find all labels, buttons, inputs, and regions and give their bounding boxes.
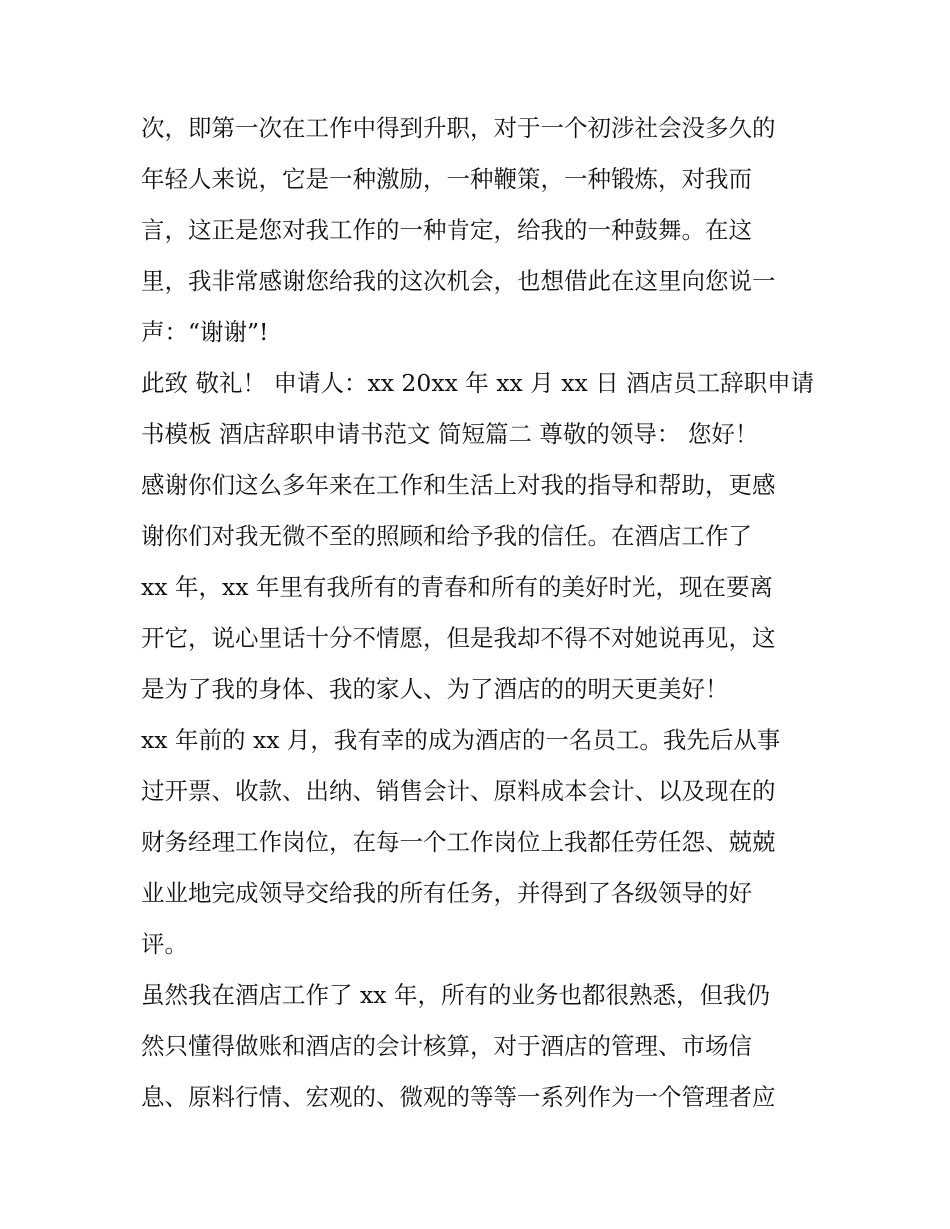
text-line: 评。: [141, 930, 188, 958]
text-line: xx 年，xx 年里有我所有的青春和所有的美好时光，现在要离: [141, 573, 773, 601]
text-line: 财务经理工作岗位，在每一个工作岗位上我都任劳任怨、兢兢: [141, 828, 776, 856]
text-line: 业业地完成领导交给我的所有任务，并得到了各级领导的好: [141, 879, 752, 907]
text-line: 次，即第一次在工作中得到升职，对于一个初涉社会没多久的: [141, 114, 776, 142]
text-line: 声：“谢谢”!: [141, 318, 269, 346]
text-line: 言，这正是您对我工作的一种肯定，给我的一种鼓舞。在这: [141, 216, 752, 244]
text-line: 里，我非常感谢您给我的这次机会，也想借此在这里向您说一: [141, 267, 776, 295]
text-line: 谢你们对我无微不至的照顾和给予我的信任。在酒店工作了: [141, 522, 752, 550]
text-line: 年轻人来说，它是一种激励，一种鞭策，一种锻炼，对我而: [141, 165, 752, 193]
text-line: 过开票、收款、出纳、销售会计、原料成本会计、以及现在的: [141, 777, 776, 805]
text-line: xx 年前的 xx 月，我有幸的成为酒店的一名员工。我先后从事: [141, 726, 781, 754]
text-line: 然只懂得做账和酒店的会计核算，对于酒店的管理、市场信: [141, 1032, 752, 1060]
text-line: 此致 敬礼！ 申请人：xx 20xx 年 xx 月 xx 日 酒店员工辞职申请: [141, 369, 815, 397]
text-line: 感谢你们这么多年来在工作和生活上对我的指导和帮助，更感: [141, 471, 776, 499]
text-line: 书模板 酒店辞职申请书范文 简短篇二 尊敬的领导： 您好！: [141, 420, 759, 448]
text-line: 开它，说心里话十分不情愿，但是我却不得不对她说再见，这: [141, 624, 776, 652]
text-line: 息、原料行情、宏观的、微观的等等一系列作为一个管理者应: [141, 1083, 776, 1111]
text-line: 是为了我的身体、我的家人、为了酒店的的明天更美好！: [141, 675, 729, 703]
document-body: [141, 103, 816, 1123]
text-line: 虽然我在酒店工作了 xx 年，所有的业务也都很熟悉，但我仍: [141, 981, 770, 1009]
